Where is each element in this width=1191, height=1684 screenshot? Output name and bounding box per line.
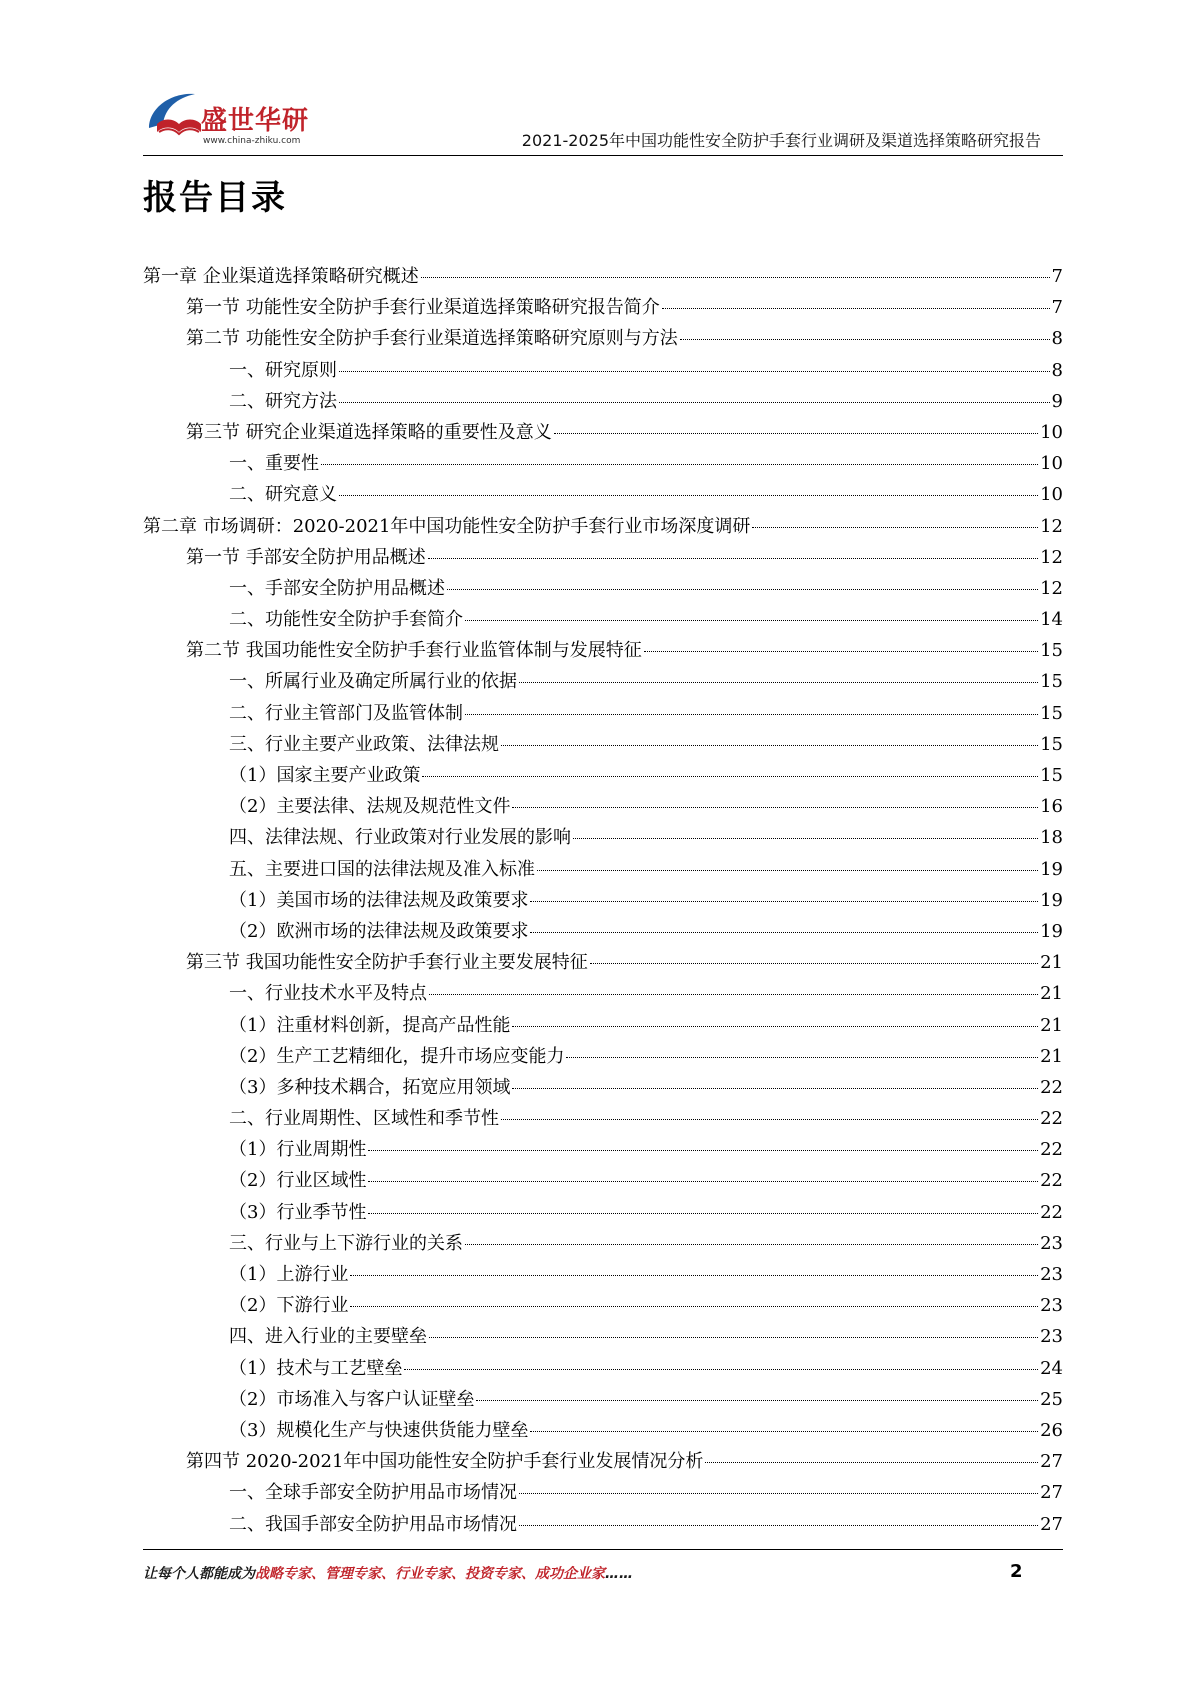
toc-entry-label: 二、研究方法 [229,390,337,412]
toc-entry[interactable] [143,480,1063,511]
toc-dot-leader [428,558,1038,559]
toc-entry-page: 22 [1040,1170,1063,1192]
toc-entry-label: （3）规模化生产与快速供货能力壁垒 [229,1419,529,1441]
toc-entry-page: 18 [1040,827,1063,849]
toc-entry[interactable] [143,1104,1063,1135]
toc-entry[interactable] [143,1073,1063,1104]
toc-dot-leader [339,402,1050,403]
toc-dot-leader [752,527,1038,528]
footer-slogan [143,1563,633,1583]
toc-entry[interactable] [143,356,1063,387]
toc-entry[interactable] [143,1198,1063,1229]
toc-entry[interactable] [143,324,1063,355]
toc-dot-leader [566,1057,1038,1058]
toc-entry[interactable] [143,886,1063,917]
toc-entry-page: 22 [1040,1139,1063,1161]
toc-dot-leader [350,1275,1038,1276]
toc-entry-label: 第三节 我国功能性安全防护手套行业主要发展特征 [186,952,588,974]
toc-entry[interactable] [143,1291,1063,1322]
toc-entry-label: （1）技术与工艺壁垒 [229,1357,403,1379]
toc-entry-label: 一、手部安全防护用品概述 [229,577,445,599]
toc-entry[interactable] [143,605,1063,636]
toc-entry-label: （1）国家主要产业政策 [229,765,421,786]
toc-entry-page: 21 [1040,1045,1063,1067]
toc-entry-page: 8 [1051,359,1063,381]
toc-entry[interactable] [143,1260,1063,1291]
toc-entry[interactable] [143,948,1063,979]
toc-entry-page: 19 [1040,920,1063,942]
toc-entry[interactable] [143,855,1063,886]
toc-entry-page: 15 [1040,702,1063,724]
slogan-suffix: …… [605,1566,633,1582]
toc-entry-page: 21 [1040,1014,1063,1036]
toc-entry[interactable] [143,761,1063,792]
toc-entry[interactable] [143,1385,1063,1416]
toc-dot-leader [465,714,1038,715]
page-header [143,78,1063,158]
toc-entry-page: 21 [1040,952,1063,974]
toc-entry[interactable] [143,1135,1063,1166]
toc-entry[interactable] [143,699,1063,730]
toc-entry-page: 22 [1040,1201,1063,1223]
toc-entry[interactable] [143,1011,1063,1042]
toc-entry[interactable] [143,792,1063,823]
toc-dot-leader [421,277,1050,278]
toc-dot-leader [465,620,1038,621]
toc-entry[interactable] [143,387,1063,418]
toc-entry[interactable] [143,418,1063,449]
toc-entry-page: 15 [1040,640,1063,662]
toc-entry-page: 26 [1040,1419,1063,1441]
toc-entry[interactable] [143,1166,1063,1197]
toc-dot-leader [368,1150,1038,1151]
toc-dot-leader [530,1431,1038,1432]
toc-entry-label: 三、行业主要产业政策、法律法规 [229,733,499,755]
toc-entry-label: （1）注重材料创新，提高产品性能 [229,1014,511,1036]
header-divider [143,155,1063,156]
toc-entry-page: 10 [1040,421,1063,443]
toc-entry[interactable] [143,1229,1063,1260]
toc-entry-label: 二、行业主管部门及监管体制 [229,702,463,724]
toc-entry[interactable] [143,293,1063,324]
toc-entry-label: （2）下游行业 [229,1295,349,1317]
toc-dot-leader [519,682,1038,683]
toc-entry[interactable] [143,543,1063,574]
toc-entry-label: （2）市场准入与客户认证壁垒 [229,1388,475,1410]
toc-entry-label: 二、我国手部安全防护用品市场情况 [229,1513,517,1535]
toc-entry-label: 一、重要性 [229,453,319,475]
toc-dot-leader [422,776,1038,777]
toc-entry[interactable] [143,1510,1063,1541]
toc-entry[interactable] [143,1416,1063,1447]
toc-dot-leader [537,870,1038,871]
toc-entry-label: 二、行业周期性、区域性和季节性 [229,1108,499,1130]
toc-entry-label: 第四节 2020-2021年中国功能性安全防护手套行业发展情况分析 [186,1451,704,1473]
toc-entry-page: 23 [1040,1232,1063,1254]
toc-entry-label: 第一节 手部安全防护用品概述 [186,546,426,568]
toc-entry-page: 12 [1040,515,1063,537]
toc-entry-label: （3）多种技术耦合，拓宽应用领域 [229,1076,511,1098]
toc-entry-label: 一、全球手部安全防护用品市场情况 [229,1482,517,1504]
toc-entry[interactable] [143,667,1063,698]
toc-dot-leader [680,339,1050,340]
toc-entry-label: （2）欧洲市场的法律法规及政策要求 [229,920,529,942]
toc-entry[interactable] [143,730,1063,761]
toc-entry-label: 四、法律法规、行业政策对行业发展的影响 [229,827,571,849]
toc-entry-label: 二、研究意义 [229,484,337,506]
toc-entry-page: 7 [1051,266,1063,287]
toc-entry-page: 16 [1040,796,1063,818]
toc-dot-leader [404,1369,1038,1370]
toc-dot-leader [447,589,1038,590]
toc-entry[interactable] [143,1354,1063,1385]
toc-dot-leader [662,308,1050,309]
toc-entry-page: 24 [1040,1357,1063,1379]
toc-entry-page: 15 [1040,671,1063,693]
logo-url: www.china-zhiku.com [203,136,301,146]
toc-entry-label: 三、行业与上下游行业的关系 [229,1232,463,1254]
toc-entry[interactable] [143,574,1063,605]
toc-entry-page: 15 [1040,765,1063,786]
toc-dot-leader [519,1493,1038,1494]
toc-entry[interactable] [143,1478,1063,1509]
toc-entry-label: 一、所属行业及确定所属行业的依据 [229,671,517,693]
toc-entry-label: 第一章 企业渠道选择策略研究概述 [143,266,419,287]
toc-dot-leader [339,371,1050,372]
toc-entry-label: 一、行业技术水平及特点 [229,983,427,1005]
toc-dot-leader [501,745,1038,746]
toc-entry-page: 8 [1051,328,1063,350]
toc-entry-label: 第二章 市场调研：2020-2021年中国功能性安全防护手套行业市场深度调研 [143,515,751,537]
toc-entry[interactable] [143,262,1063,293]
toc-entry-label: （2）主要法律、法规及规范性文件 [229,796,511,818]
toc-entry-label: 第二节 功能性安全防护手套行业渠道选择策略研究原则与方法 [186,328,678,350]
toc-entry-page: 21 [1040,983,1063,1005]
toc-dot-leader [476,1400,1038,1401]
toc-entry-label: （2）行业区域性 [229,1170,367,1192]
logo-text: 盛世华研 [201,106,310,136]
toc-entry[interactable] [143,449,1063,480]
toc-entry-page: 23 [1040,1295,1063,1317]
toc-entry-page: 12 [1040,577,1063,599]
toc-dot-leader [590,963,1038,964]
toc-entry-page: 22 [1040,1076,1063,1098]
toc-entry[interactable] [143,1322,1063,1353]
toc-entry-label: （1）美国市场的法律法规及政策要求 [229,889,529,911]
toc-dot-leader [321,464,1038,465]
toc-dot-leader [573,838,1038,839]
toc-dot-leader [368,1213,1038,1214]
toc-entry-page: 27 [1040,1482,1063,1504]
toc-dot-leader [705,1462,1038,1463]
toc-entry-label: 五、主要进口国的法律法规及准入标准 [229,858,535,880]
toc-entry-page: 10 [1040,484,1063,506]
toc-entry-page: 23 [1040,1326,1063,1348]
slogan-highlight: 战略专家、管理专家、行业专家、投资专家、成功企业家 [255,1566,605,1582]
toc-entry-label: （2）生产工艺精细化，提升市场应变能力 [229,1045,565,1067]
toc-dot-leader [339,495,1038,496]
toc-entry-label: （3）行业季节性 [229,1201,367,1223]
toc-dot-leader [512,807,1038,808]
toc-entry-label: （1）上游行业 [229,1264,349,1285]
page-number: 2 [1010,1561,1023,1582]
toc-entry-label: 一、研究原则 [229,359,337,381]
toc-dot-leader [465,1244,1038,1245]
toc-entry-label: 第一节 功能性安全防护手套行业渠道选择策略研究报告简介 [186,297,660,319]
toc-entry-page: 14 [1040,609,1063,631]
toc-dot-leader [501,1119,1038,1120]
toc-entry[interactable] [143,979,1063,1010]
toc-dot-leader [554,433,1038,434]
toc-dot-leader [519,1525,1038,1526]
toc-entry-label: 第二节 我国功能性安全防护手套行业监管体制与发展特征 [186,640,642,662]
toc-entry[interactable] [143,823,1063,854]
toc-dot-leader [530,932,1038,933]
toc-entry-page: 7 [1051,297,1063,319]
toc-dot-leader [512,1026,1038,1027]
toc-dot-leader [512,1088,1038,1089]
toc-entry-page: 19 [1040,858,1063,880]
toc-entry-page: 12 [1040,546,1063,568]
toc-title: 报告目录 [143,178,287,218]
toc-entry-page: 10 [1040,453,1063,475]
toc-dot-leader [644,651,1038,652]
toc-entry[interactable] [143,917,1063,948]
toc-entry-page: 15 [1040,733,1063,755]
toc-entry-page: 9 [1051,390,1063,412]
toc-entry-page: 25 [1040,1388,1063,1410]
toc-dot-leader [350,1306,1038,1307]
toc-entry-page: 19 [1040,889,1063,911]
toc-entry[interactable] [143,512,1063,543]
toc-entry-label: 四、进入行业的主要壁垒 [229,1326,427,1348]
toc-dot-leader [429,1337,1038,1338]
toc-entry-page: 22 [1040,1108,1063,1130]
toc-entry-label: （1）行业周期性 [229,1139,367,1161]
toc-entry[interactable] [143,636,1063,667]
toc-dot-leader [429,994,1038,995]
toc-entry-page: 23 [1040,1264,1063,1285]
toc-entry[interactable] [143,1447,1063,1478]
toc-entry-label: 第三节 研究企业渠道选择策略的重要性及意义 [186,421,552,443]
toc-entry-page: 27 [1040,1513,1063,1535]
toc-entry-page: 27 [1040,1451,1063,1473]
report-title: 2021-2025年中国功能性安全防护手套行业调研及渠道选择策略研究报告 [521,131,1041,150]
toc-entry[interactable] [143,1042,1063,1073]
book-swoosh-icon [143,84,203,144]
toc-dot-leader [368,1181,1038,1182]
table-of-contents [143,262,1063,1541]
company-logo [143,84,313,144]
toc-dot-leader [530,901,1038,902]
slogan-prefix: 让每个人都能成为 [143,1566,255,1582]
toc-entry-label: 二、功能性安全防护手套简介 [229,609,463,631]
footer-divider [143,1549,1063,1550]
